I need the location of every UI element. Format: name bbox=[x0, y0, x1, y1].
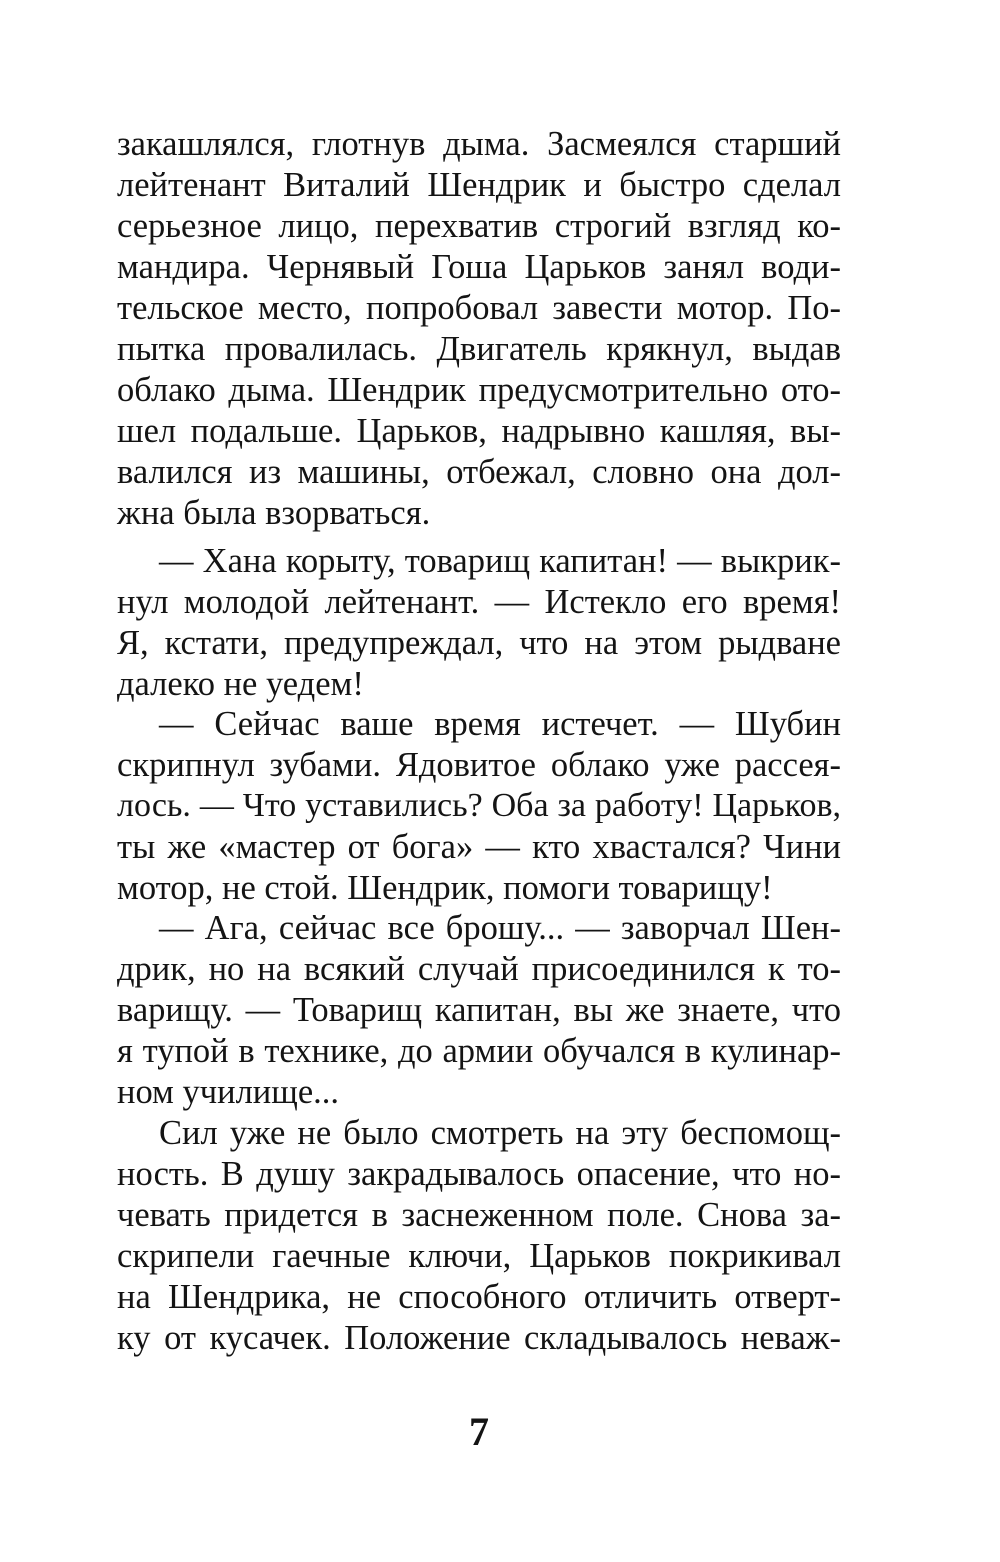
text-line: ном училище... bbox=[117, 1073, 340, 1111]
text-line: варищу. — Товарищ капитан, вы же знаете, что bbox=[117, 991, 841, 1029]
page-number: 7 bbox=[469, 1409, 489, 1454]
text-line: пытка провалилась. Двигатель крякнул, выдав bbox=[117, 330, 841, 368]
text-line: нул молодой лейтенант. — Истекло его время! bbox=[117, 583, 841, 621]
text-line: закашлялся, глотнув дыма. Засмеялся старший bbox=[117, 125, 841, 163]
text-line: скрипели гаечные ключи, Царьков покрикивал bbox=[117, 1237, 841, 1275]
text-line: лось. — Что уставились? Оба за работу! Царьков, bbox=[117, 787, 841, 824]
text-line: на Шендрика, не способного отличить отверт- bbox=[117, 1278, 841, 1316]
text-line: далеко не уедем! bbox=[117, 665, 364, 703]
text-line: серьезное лицо, перехватив строгий взгляд ко- bbox=[117, 207, 841, 245]
text-line: облако дыма. Шендрик предусмотрительно ото- bbox=[117, 371, 841, 409]
text-line: ность. В душу закрадывалось опасение, что но- bbox=[117, 1155, 841, 1193]
text-line: валился из машины, отбежал, словно она дол- bbox=[117, 453, 841, 491]
text-line: Я, кстати, предупреждал, что на этом рыдване bbox=[117, 624, 841, 662]
text-line: — Хана корыту, товарищ капитан! — выкрик- bbox=[159, 542, 841, 580]
text-line: Сил уже не было смотреть на эту беспомощ- bbox=[159, 1114, 841, 1152]
text-line: скрипнул зубами. Ядовитое облако уже рассея- bbox=[117, 746, 841, 784]
text-line: лейтенант Виталий Шендрик и быстро сделал bbox=[117, 166, 841, 204]
text-line: чевать придется в заснеженном поле. Снова за- bbox=[117, 1196, 841, 1234]
text-line: дрик, но на всякий случай присоединился к то- bbox=[117, 950, 841, 988]
text-line: ты же «мастер от бога» — кто хвастался? Чини bbox=[117, 828, 841, 866]
text-line: ку от кусачек. Положение складывалось неваж- bbox=[117, 1319, 841, 1357]
text-line: шел подальше. Царьков, надрывно кашляя, вы- bbox=[117, 412, 841, 450]
text-line: жна была взорваться. bbox=[117, 494, 431, 532]
text-line: мотор, не стой. Шендрик, помоги товарищу! bbox=[117, 869, 773, 907]
text-line: — Сейчас ваше время истечет. — Шубин bbox=[159, 705, 841, 743]
text-line: тельское место, попробовал завести мотор. По- bbox=[117, 289, 841, 327]
text-line: я тупой в технике, до армии обучался в кулинар- bbox=[117, 1032, 841, 1070]
text-line: мандира. Чернявый Гоша Царьков занял води- bbox=[117, 248, 841, 286]
text-line: — Ага, сейчас все брошу... — заворчал Шен- bbox=[159, 909, 841, 947]
